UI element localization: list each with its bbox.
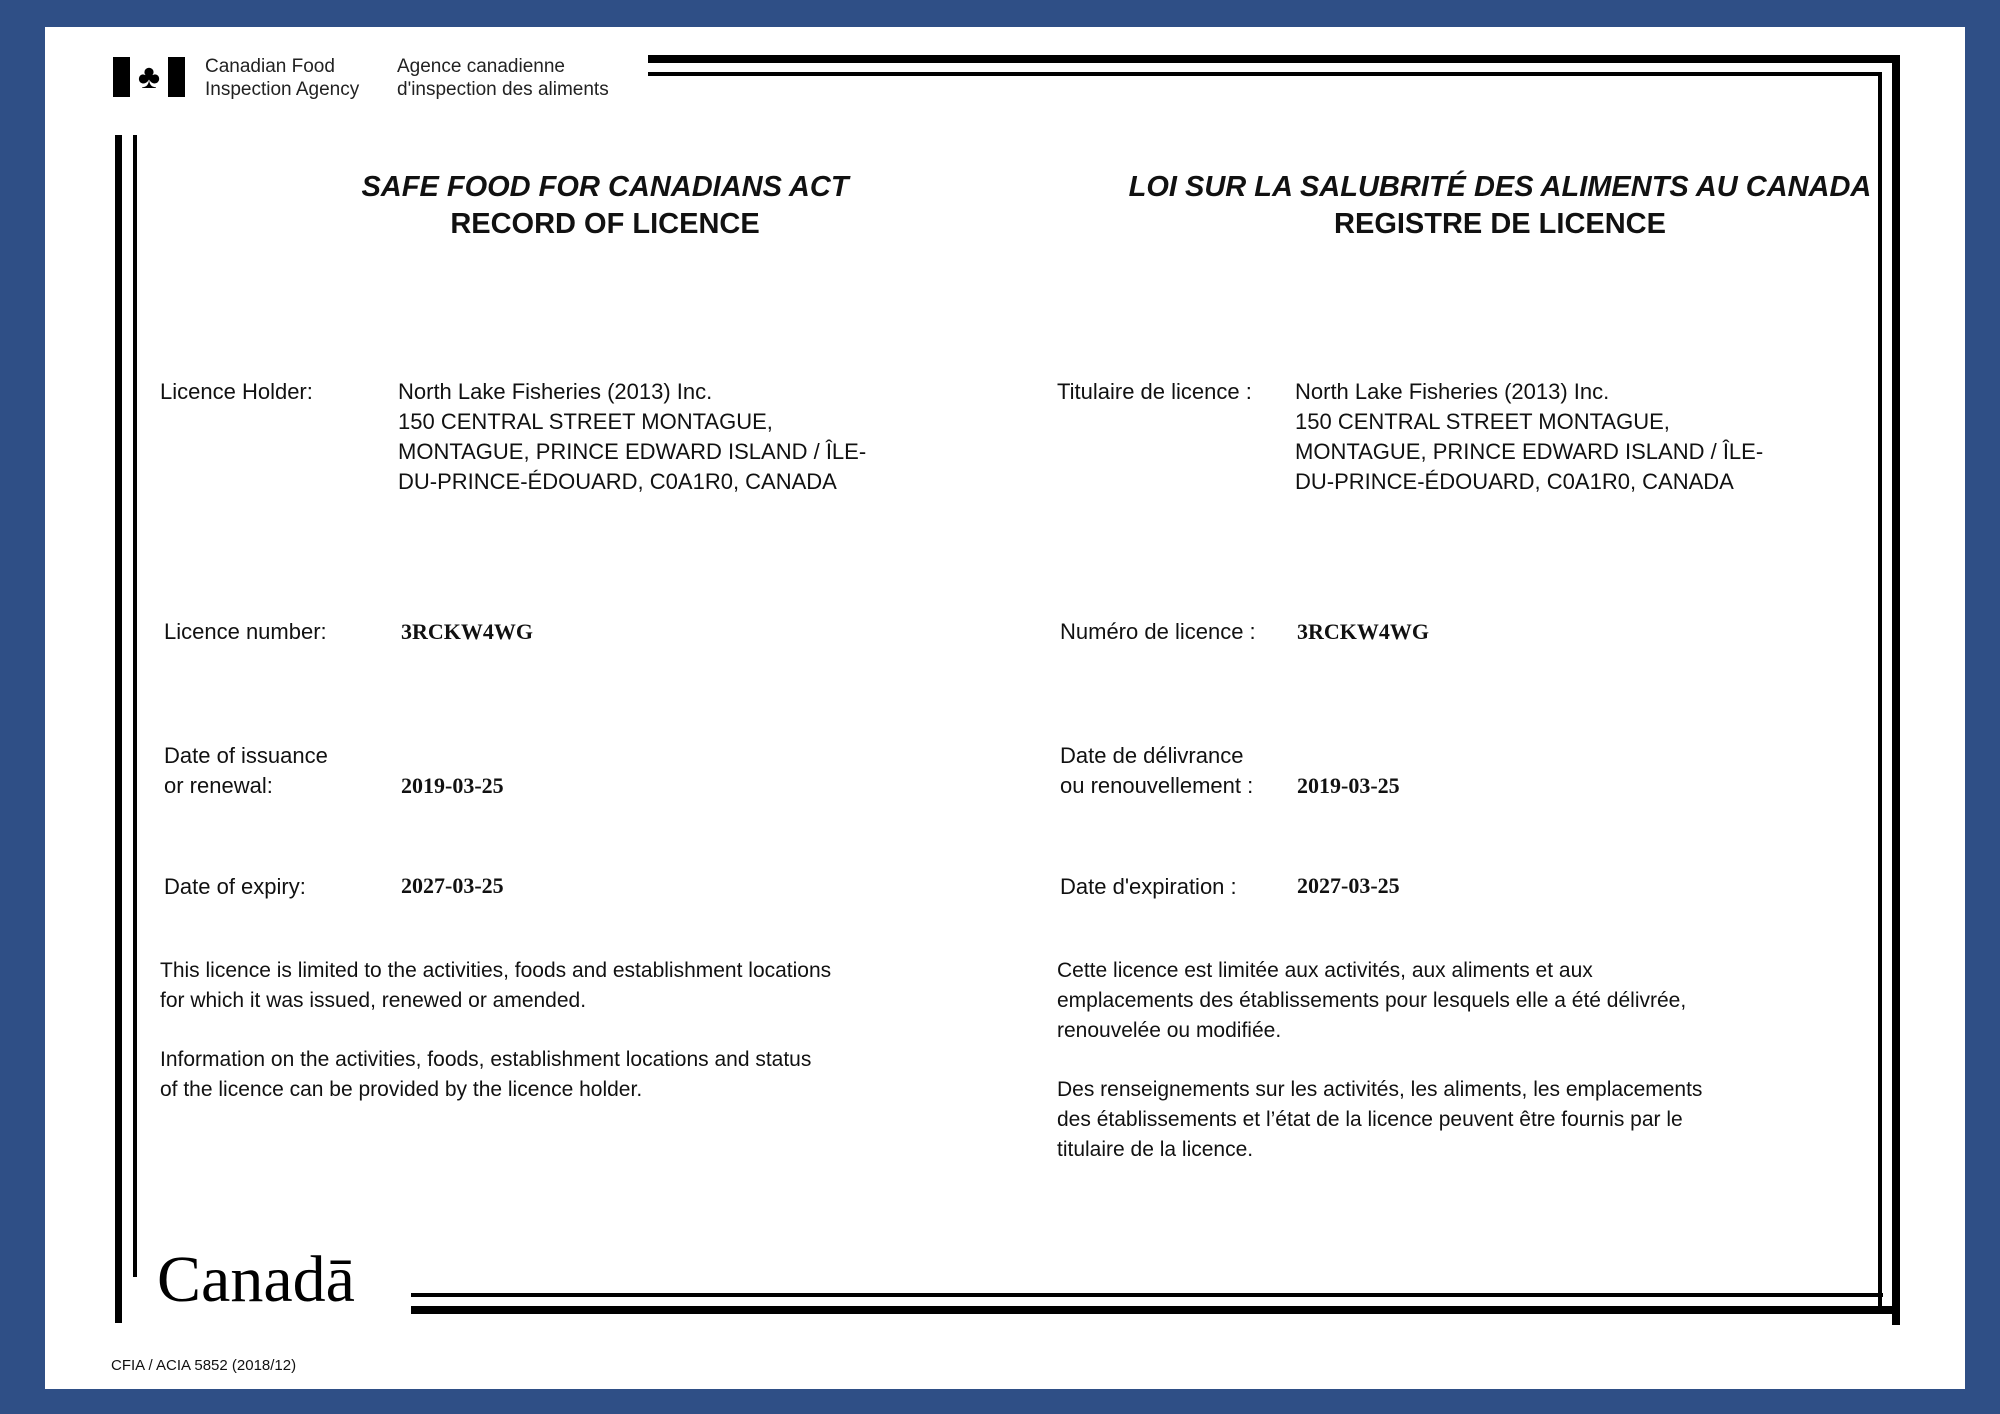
agency-name-fr bbox=[397, 55, 609, 101]
canada-wordmark-text: Canadā bbox=[157, 1243, 355, 1316]
title-fr-act: LOI SUR LA SALUBRITÉ DES ALIMENTS AU CANADA bbox=[1128, 171, 1872, 203]
licence-document bbox=[45, 27, 1965, 1389]
notice-para2-en bbox=[160, 1045, 970, 1105]
issuance-label-line: or renewal: bbox=[164, 773, 273, 798]
para-line: Des renseignements sur les activités, les aliments, les emplacements bbox=[1057, 1078, 1703, 1101]
canada-flag-icon: ♣ bbox=[113, 57, 185, 97]
expiry-label-fr: Date d'expiration : bbox=[1060, 874, 1237, 899]
agency-en-line1: Canadian Food bbox=[205, 56, 335, 77]
expiry-label-en: Date of expiry: bbox=[164, 874, 306, 899]
number-label-en: Licence number: bbox=[164, 619, 327, 644]
holder-line: MONTAGUE, PRINCE EDWARD ISLAND / ÎLE- bbox=[1295, 439, 1764, 464]
agency-en-line2: Inspection Agency bbox=[205, 79, 360, 100]
para-line: Information on the activities, foods, establishment locations and status bbox=[160, 1048, 812, 1071]
number-value-fr: 3RCKW4WG bbox=[1297, 619, 1429, 644]
canada-wordmark bbox=[157, 1245, 355, 1315]
holder-line: North Lake Fisheries (2013) Inc. bbox=[1295, 379, 1610, 404]
issuance-label-en bbox=[164, 741, 328, 801]
agency-fr-line1: Agence canadienne bbox=[397, 56, 565, 77]
title-fr bbox=[1045, 169, 1955, 243]
holder-line: North Lake Fisheries (2013) Inc. bbox=[398, 379, 713, 404]
number-label-fr: Numéro de licence : bbox=[1060, 619, 1256, 644]
para-line: of the licence can be provided by the licence holder. bbox=[160, 1078, 643, 1101]
holder-line: 150 CENTRAL STREET MONTAGUE, bbox=[398, 409, 773, 434]
para-line: Cette licence est limitée aux activités, aux aliments et aux bbox=[1057, 959, 1593, 982]
expiry-value-en: 2027-03-25 bbox=[401, 873, 504, 898]
holder-line: 150 CENTRAL STREET MONTAGUE, bbox=[1295, 409, 1670, 434]
para-line: renouvelée ou modifiée. bbox=[1057, 1019, 1282, 1042]
holder-label-fr: Titulaire de licence : bbox=[1057, 379, 1252, 404]
title-fr-record: REGISTRE DE LICENCE bbox=[1334, 208, 1666, 240]
holder-address-en bbox=[398, 377, 866, 497]
form-code: CFIA / ACIA 5852 (2018/12) bbox=[111, 1357, 297, 1374]
issuance-label-line: Date of issuance bbox=[164, 743, 328, 768]
expiry-value-fr: 2027-03-25 bbox=[1297, 873, 1400, 898]
para-line: titulaire de la licence. bbox=[1057, 1138, 1254, 1161]
title-en-act: SAFE FOOD FOR CANADIANS ACT bbox=[361, 171, 849, 203]
notice-para1-en bbox=[160, 956, 970, 1016]
issuance-value-fr: 2019-03-25 bbox=[1297, 773, 1400, 798]
agency-fr-line2: d'inspection des aliments bbox=[397, 79, 609, 100]
issuance-label-line: ou renouvellement : bbox=[1060, 773, 1254, 798]
notice-para2-fr bbox=[1057, 1075, 1877, 1165]
holder-address-fr bbox=[1295, 377, 1763, 497]
para-line: This licence is limited to the activities, foods and establishment locations bbox=[160, 959, 832, 982]
issuance-label-line: Date de délivrance bbox=[1060, 743, 1244, 768]
para-line: emplacements des établissements pour lesquels elle a été délivrée, bbox=[1057, 989, 1687, 1012]
holder-line: DU-PRINCE-ÉDOUARD, C0A1R0, CANADA bbox=[398, 469, 837, 494]
holder-label-en: Licence Holder: bbox=[160, 379, 313, 404]
notice-para1-fr bbox=[1057, 956, 1877, 1046]
holder-line: DU-PRINCE-ÉDOUARD, C0A1R0, CANADA bbox=[1295, 469, 1734, 494]
number-value-en: 3RCKW4WG bbox=[401, 619, 533, 644]
agency-name-en bbox=[205, 55, 359, 101]
issuance-label-fr bbox=[1060, 741, 1253, 801]
para-line: des établissements et l’état de la licence peuvent être fournis par le bbox=[1057, 1108, 1683, 1131]
title-en-record: RECORD OF LICENCE bbox=[450, 208, 760, 240]
title-en bbox=[245, 169, 965, 243]
issuance-value-en: 2019-03-25 bbox=[401, 773, 504, 798]
holder-line: MONTAGUE, PRINCE EDWARD ISLAND / ÎLE- bbox=[398, 439, 867, 464]
para-line: for which it was issued, renewed or amended. bbox=[160, 989, 587, 1012]
